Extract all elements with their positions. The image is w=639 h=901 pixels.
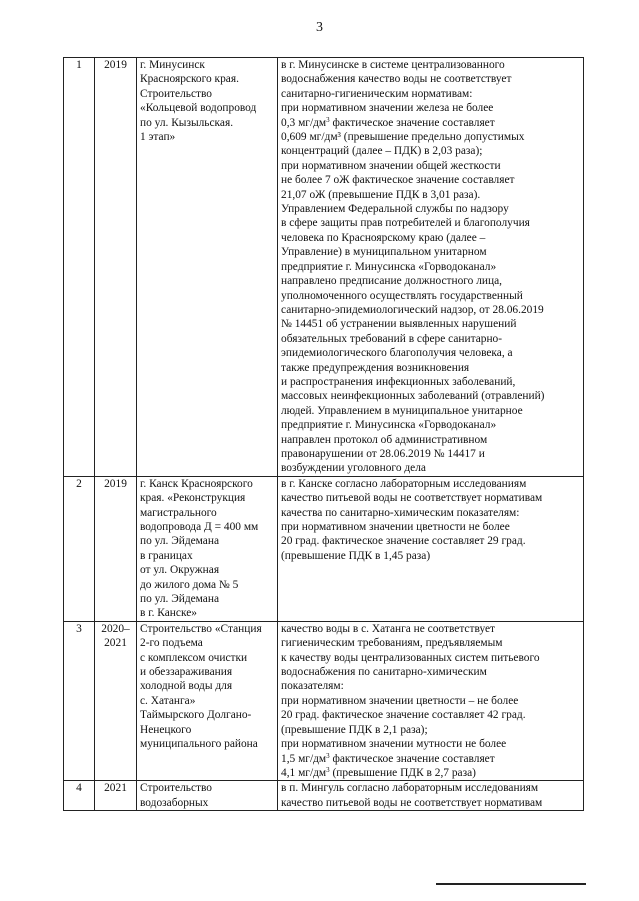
description-line: в сфере защиты прав потребителей и благополучия <box>281 217 530 230</box>
description-line: уполномоченного осуществлять государственный <box>281 289 523 302</box>
project-line: водозаборных <box>140 796 209 809</box>
description-cell <box>278 476 584 621</box>
year-line: 2021 <box>104 637 127 650</box>
project-cell <box>137 476 278 621</box>
description-line: санитарно-гигиеническим нормативам: <box>281 87 473 100</box>
project-line: г. Минусинск <box>140 59 205 71</box>
text-fragment: 1,5 мг/дм <box>281 752 327 765</box>
description-line: качество питьевой воды не соответствует нормативам <box>281 492 543 505</box>
description-line: показателям: <box>281 680 344 693</box>
description-line: в г. Минусинске в системе централизованного <box>281 59 505 71</box>
year-cell <box>95 781 137 811</box>
description-line: 0,609 мг/дм³ (превышение предельно допустимых <box>281 131 525 144</box>
water-quality-table <box>63 57 584 811</box>
row-number: 4 <box>76 782 82 795</box>
description-line <box>281 116 580 130</box>
project-line: Строительство <box>140 87 212 100</box>
description-line: обязательных требований в сфере санитарно- <box>281 332 503 345</box>
row-number-cell <box>64 621 95 780</box>
year-line: 2020– <box>101 622 130 635</box>
description-line: при нормативном значении цветности – не более <box>281 694 519 707</box>
project-line: в границах <box>140 549 193 562</box>
project-line: муниципального района <box>140 738 258 751</box>
row-number: 2 <box>76 477 82 490</box>
description-cell <box>278 58 584 477</box>
row-number: 1 <box>76 59 82 71</box>
description-line <box>281 766 580 780</box>
superscript: 3 <box>326 115 330 124</box>
project-line: от ул. Окружная <box>140 564 220 577</box>
project-line: до жилого дома № 5 <box>140 578 239 591</box>
project-line: Строительство <box>140 782 212 795</box>
description-line: гигиеническим требованиям, предъявляемым <box>281 637 503 650</box>
description-line: в г. Канске согласно лабораторным исследованиям <box>281 477 527 490</box>
project-line: «Кольцевой водопровод <box>140 102 257 115</box>
row-number-cell <box>64 58 95 477</box>
project-line: Строительство «Станция <box>140 622 262 635</box>
description-line <box>281 752 580 766</box>
year-line: 2019 <box>104 59 127 71</box>
project-line: водопровода Д = 400 мм <box>140 521 259 533</box>
description-line: концентраций (далее – ПДК) в 2,03 раза); <box>281 145 483 158</box>
description-line: к качеству воды централизованных систем питьевого <box>281 651 540 664</box>
description-line: людей. Управлением в муниципальное унитарное <box>281 404 523 417</box>
project-line: в г. Канске» <box>140 607 197 620</box>
description-line: и распространения инфекционных заболеваний, <box>281 375 516 388</box>
text-fragment: 4,1 мг/дм <box>281 766 327 779</box>
project-line: и обеззараживания <box>140 666 233 679</box>
description-line: санитарно-эпидемиологический надзор, от 28.06.2019 <box>281 303 544 316</box>
description-line: Управлением Федеральной службы по надзору <box>281 203 509 216</box>
project-line: 1 этап» <box>140 131 176 144</box>
table-row <box>64 781 584 811</box>
year-cell <box>95 58 137 477</box>
description-line: направлено предписание должностного лица, <box>281 275 502 288</box>
text-fragment: (превышение ПДК в 2,7 раза) <box>329 766 476 779</box>
description-line: предприятие г. Минусинска «Горводоканал» <box>281 260 497 273</box>
description-line: направлен протокол об административном <box>281 433 488 446</box>
description-line: качества по санитарно-химическим показателям: <box>281 506 520 519</box>
project-cell <box>137 58 278 477</box>
project-line: Ненецкого <box>140 723 192 736</box>
year-line: 2021 <box>104 782 127 795</box>
description-line: 20 град. фактическое значение составляет 42 град. <box>281 709 526 722</box>
project-line: 2-го подъема <box>140 637 203 650</box>
row-number: 3 <box>76 622 82 635</box>
project-cell <box>137 781 278 811</box>
row-number-cell <box>64 476 95 621</box>
description-line: правонарушении от 28.06.2019 № 14417 и <box>281 447 485 460</box>
year-line: 2019 <box>104 477 127 490</box>
description-line: возбуждении уголовного дела <box>281 462 426 475</box>
text-fragment: фактическое значение составляет <box>329 752 495 765</box>
table-row <box>64 621 584 780</box>
table-row <box>64 58 584 477</box>
description-line: человека по Красноярскому краю (далее – <box>281 231 486 244</box>
project-line: по ул. Эйдемана <box>140 535 220 548</box>
page-number: 3 <box>316 20 323 35</box>
description-line: качество питьевой воды не соответствует нормативам <box>281 796 543 809</box>
year-cell <box>95 476 137 621</box>
project-line: г. Канск Красноярского <box>140 477 253 490</box>
project-line: по ул. Эйдемана <box>140 593 220 606</box>
project-line: с комплексом очистки <box>140 651 248 664</box>
description-line: (превышение ПДК в 1,45 раза) <box>281 549 431 562</box>
superscript: 3 <box>326 765 330 774</box>
description-line: при нормативном значении цветности не более <box>281 521 510 533</box>
project-line: с. Хатанга» <box>140 694 196 707</box>
project-line: Таймырского Долгано- <box>140 709 252 722</box>
description-line: № 14451 об устранении выявленных нарушений <box>281 318 517 331</box>
description-line: также предупреждения возникновения <box>281 361 470 374</box>
description-line: Управление) в муниципальном унитарном <box>281 246 487 259</box>
description-line: при нормативном значении общей жесткости <box>281 159 501 172</box>
description-line: качество воды в с. Хатанга не соответствует <box>281 622 496 635</box>
table-row <box>64 476 584 621</box>
year-cell <box>95 621 137 780</box>
text-fragment: фактическое значение составляет <box>329 116 495 129</box>
project-line: края. «Реконструкция <box>140 492 246 505</box>
project-line: холодной воды для <box>140 680 233 693</box>
description-line: (превышение ПДК в 2,1 раза); <box>281 723 428 736</box>
project-line: по ул. Кызыльская. <box>140 116 234 129</box>
description-line: не более 7 оЖ фактическое значение составляет <box>281 174 515 187</box>
description-cell <box>278 781 584 811</box>
description-line: в п. Мингуль согласно лабораторным исследованиям <box>281 782 539 795</box>
description-line: эпидемиологического благополучия человека, а <box>281 347 513 360</box>
project-cell <box>137 621 278 780</box>
description-line: водоснабжения по санитарно-химическим <box>281 666 487 679</box>
description-line: массовых неинфекционных заболеваний (отравлений) <box>281 390 545 403</box>
text-fragment: 0,3 мг/дм <box>281 116 327 129</box>
row-number-cell <box>64 781 95 811</box>
description-line: при нормативном значении мутности не более <box>281 738 507 751</box>
superscript: 3 <box>326 751 330 760</box>
project-line: магистрального <box>140 506 217 519</box>
description-line: предприятие г. Минусинска «Горводоканал» <box>281 419 497 432</box>
description-line: при нормативном значении железа не более <box>281 102 494 115</box>
description-cell <box>278 621 584 780</box>
footer-divider <box>436 883 586 885</box>
description-line: 21,07 оЖ (превышение ПДК в 3,01 раза). <box>281 188 481 201</box>
description-line: водоснабжения качество воды не соответствует <box>281 73 512 86</box>
description-line: 20 град. фактическое значение составляет 29 град. <box>281 535 526 548</box>
project-line: Красноярского края. <box>140 73 239 86</box>
